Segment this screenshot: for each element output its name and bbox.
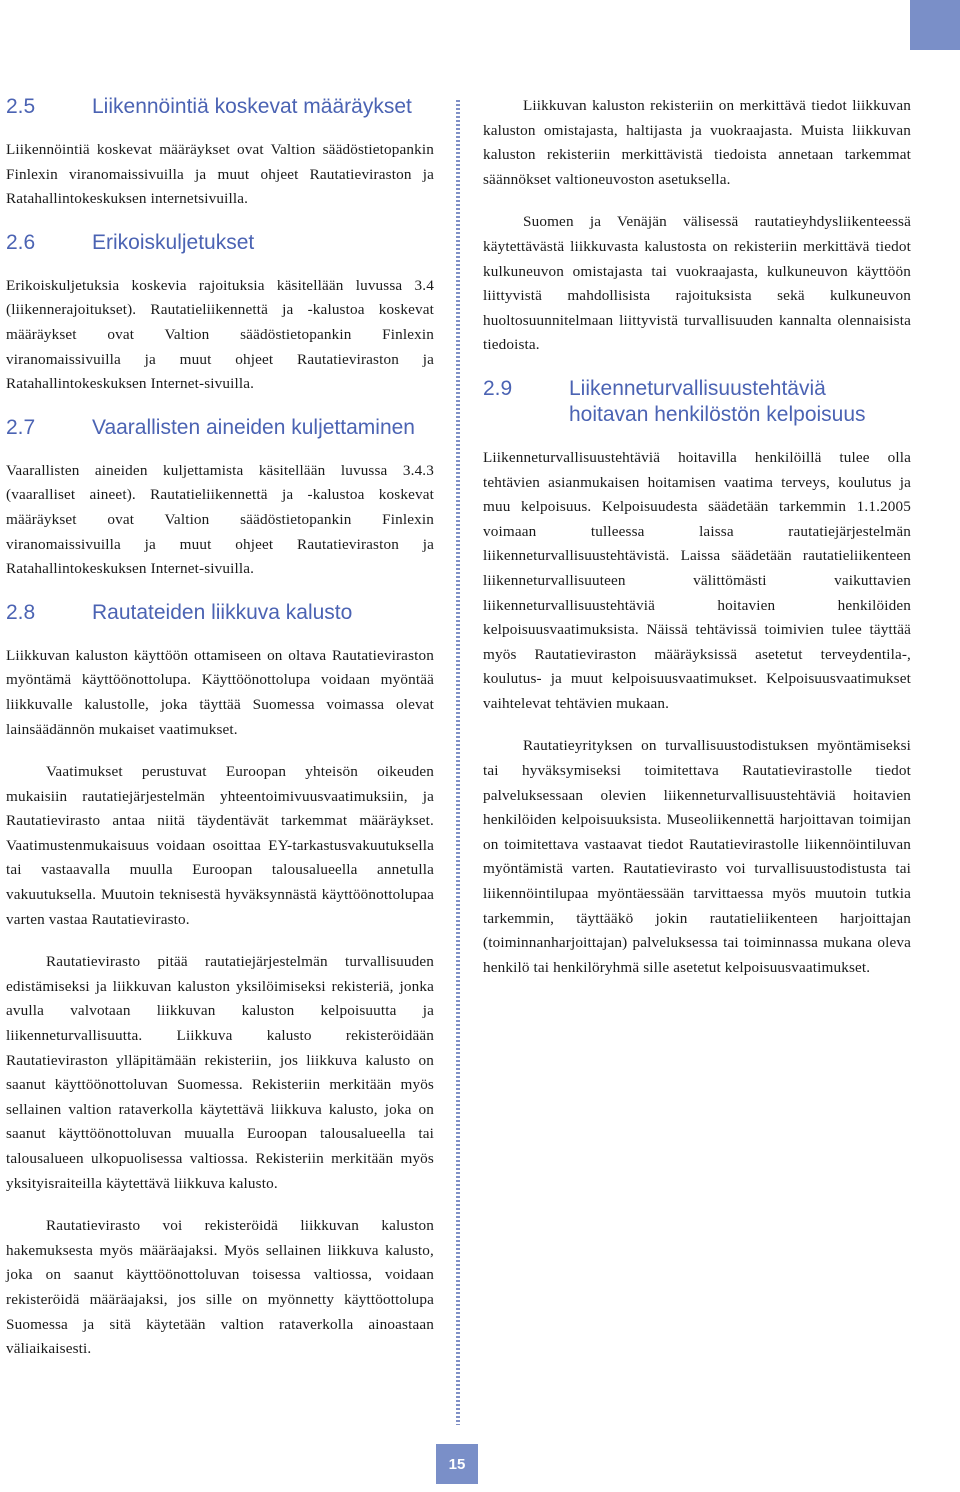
paragraph: Vaarallisten aineiden kuljettamista käsitellään luvussa 3.4.3 (vaaralliset aineet). Rautatieliikennettä ja -kalustoa koskevat määräykset ovat Valtion säädöstietopankin Finlexin viranomaissivuilla ja muut ohjeet Rautatieviraston ja Ratahallintokeskuksen Internet-sivuilla. bbox=[6, 461, 434, 578]
section-number: 2.8 bbox=[6, 600, 36, 624]
section-number: 2.5 bbox=[6, 95, 36, 118]
section-number: 2.7 bbox=[6, 415, 36, 439]
paragraph: Rautatievirasto voi rekisteröidä liikkuvan kaluston hakemuksesta myös määräajaksi. Myös sellainen liikkuva kalusto, joka on saanut käyttöönottoluvan toisessa valtiossa, voidaan rekisteröidä määräajaksi, jos sille on myönnetty käyttöottolupa Suomessa ja sitä käytetään valtion rataverkolla ainoastaan väliaikaisesti. bbox=[6, 1217, 434, 1358]
page-number: 15 bbox=[436, 1444, 478, 1484]
paragraph: Liikenneturvallisuustehtäviä hoitavilla henkilöillä tulee olla tehtävien asianmukaisen hoitamisen vaatima terveys, koulutus ja muu kelpoisuus. Kelpoisuudesta säädetään tarkemmin 1.1.2005 voimaan tulleessa laissa rautatiejärjestelmän liikenneturvallisuustehtävistä. Laissa säädetään rautatieliikenteen liikenneturvallisuuteen välittömästi vaikuttavien liikenneturvallisuustehtäviä hoitavien henkilöiden kelpoisuusvaatimuksista. Näissä tehtävissä toimivien tulee täyttää myös Rautatieviraston määräyksissä asetetut terveydentila-, koulutus- ja muut kelpoisuusvaatimukset. Kelpoisuusvaatimukset vaihtelevat tehtävien mukaan. bbox=[483, 448, 911, 712]
paragraph: Liikennöintiä koskevat määräykset ovat Valtion säädöstietopankin Finlexin viranomaissivuilla ja muut ohjeet Rautatieviraston ja Ratahallintokeskuksen internetsivuilla. bbox=[6, 141, 434, 208]
paragraph: Vaatimukset perustuvat Euroopan yhteisön oikeuden mukaisiin rautatiejärjestelmän yhteentoimivuusvaatimuksiin, ja Rautatievirasto antaa niitä täydentävät tarkemmat määräykset. Vaatimustenmukaisuus voidaan osoittaa EY-tarkastusvakuutuksella tai vastaavalla muulla Euroopan talousalueella annetulla vakuutuksella. Muutoin teknisestä hyväksynnästä käyttöönottolupaa varten vastaa Rautatievirasto. bbox=[6, 763, 434, 928]
section-title: Erikoiskuljetukset bbox=[92, 230, 255, 254]
section-heading-2-9 bbox=[483, 376, 911, 428]
column-divider bbox=[456, 100, 460, 1425]
paragraph: Suomen ja Venäjän välisessä rautatieyhdysliikenteessä käytettävästä liikkuvasta kalustosta on rekisteriin merkittävä tiedot kulkuneuvon omistajasta tai vuokraajasta, kulkuneuvon käyttöön liittyvistä mahdollisista rajoituksista sekä kulkuneuvon huoltosuunnitelmaan liittyvistä turvallisuuden kannalta olennaisista tiedoista. bbox=[483, 213, 911, 354]
section-title: Liikennöintiä koskevat määräykset bbox=[92, 95, 412, 118]
section-heading-2-8 bbox=[6, 600, 434, 626]
section-heading-2-5 bbox=[6, 94, 434, 120]
paragraph: Liikkuvan kaluston käyttöön ottamiseen on oltava Rautatieviraston myöntämä käyttöönottolupa. Käyttöönottolupa voidaan myöntää liikkuvalle kalustolle, joka täyttää Suomessa voimassa olevat lainsäädännön mukaiset vaatimukset. bbox=[6, 646, 434, 738]
section-number: 2.9 bbox=[483, 376, 513, 400]
paragraph: Rautatieyrityksen on turvallisuustodistuksen myöntämiseksi tai hyväksymiseksi toimitettava Rautatievirastolle tiedot palveluksessaan olevien liikenneturvallisuustehtäviä hoitavien henkilöiden kelpoisuuksista. Museoliikennettä harjoittavan toimijan on toimitettava vastaavat tiedot Rautatievirastolle liikennöintiluvan myöntämistä varten. Rautatievirasto voi turvallisuustodistusta tai liikennöintilupaa myöntäessään tarvittaessa myös muutoin tutkia tarkemmin, täyttääkö jokin rautatieliikenteen harjoittajan (toiminnanharjoittajan) palveluksessa tai toiminnassa mukana oleva henkilö tai henkilöryhmä sille asetetut kelpoisuusvaatimukset. bbox=[483, 737, 911, 976]
section-heading-2-7 bbox=[6, 415, 434, 441]
section-title: Vaarallisten aineiden kuljettaminen bbox=[92, 415, 415, 439]
corner-color-tab bbox=[910, 0, 960, 50]
left-column bbox=[6, 94, 434, 1380]
section-title: Liikenneturvallisuustehtäviä hoitavan henkilöstön kelpoisuus bbox=[569, 376, 866, 426]
paragraph: Erikoiskuljetuksia koskevia rajoituksia käsitellään luvussa 3.4 (liikennerajoitukset). Rautatieliikennettä ja -kalustoa koskevat määräykset ovat Valtion säädöstietopankin Finlexin viranomaissivuilla ja muut ohjeet Rautatieviraston ja Ratahallintokeskuksen Internet-sivuilla. bbox=[6, 276, 434, 393]
section-heading-2-6 bbox=[6, 230, 434, 256]
right-column bbox=[483, 94, 911, 998]
section-title: Rautateiden liikkuva kalusto bbox=[92, 600, 353, 624]
section-number: 2.6 bbox=[6, 230, 36, 254]
paragraph: Liikkuvan kaluston rekisteriin on merkittävä tiedot liikkuvan kaluston omistajasta, haltijasta ja vuokraajasta. Muista liikkuvan kaluston rekisteriin merkittävistä tiedoista annetaan tarkemmat säännökset valtioneuvoston asetuksella. bbox=[483, 97, 911, 188]
paragraph: Rautatievirasto pitää rautatiejärjestelmän turvallisuuden edistämiseksi ja liikkuvan kaluston yksilöimiseksi rekisteriä, jonka avulla valvotaan liikkuvan kaluston kelpoisuutta ja liikenneturvallisuutta. Liikkuva kalusto rekisteröidään Rautatieviraston ylläpitämään rekisteriin, jos liikkuva kalusto on saanut käyttöönottoluvan Suomessa. Rekisteriin merkitään myös sellainen valtion rataverkolla käytettävä liikkuva kalusto, joka on saanut käyttöönottoluvan muualla Euroopan talousalueella tai talousalueen ulkopuolisessa valtiossa. Rekisteriin merkitään myös yksityisraiteilla käytettävä liikkuva kalusto. bbox=[6, 953, 434, 1192]
